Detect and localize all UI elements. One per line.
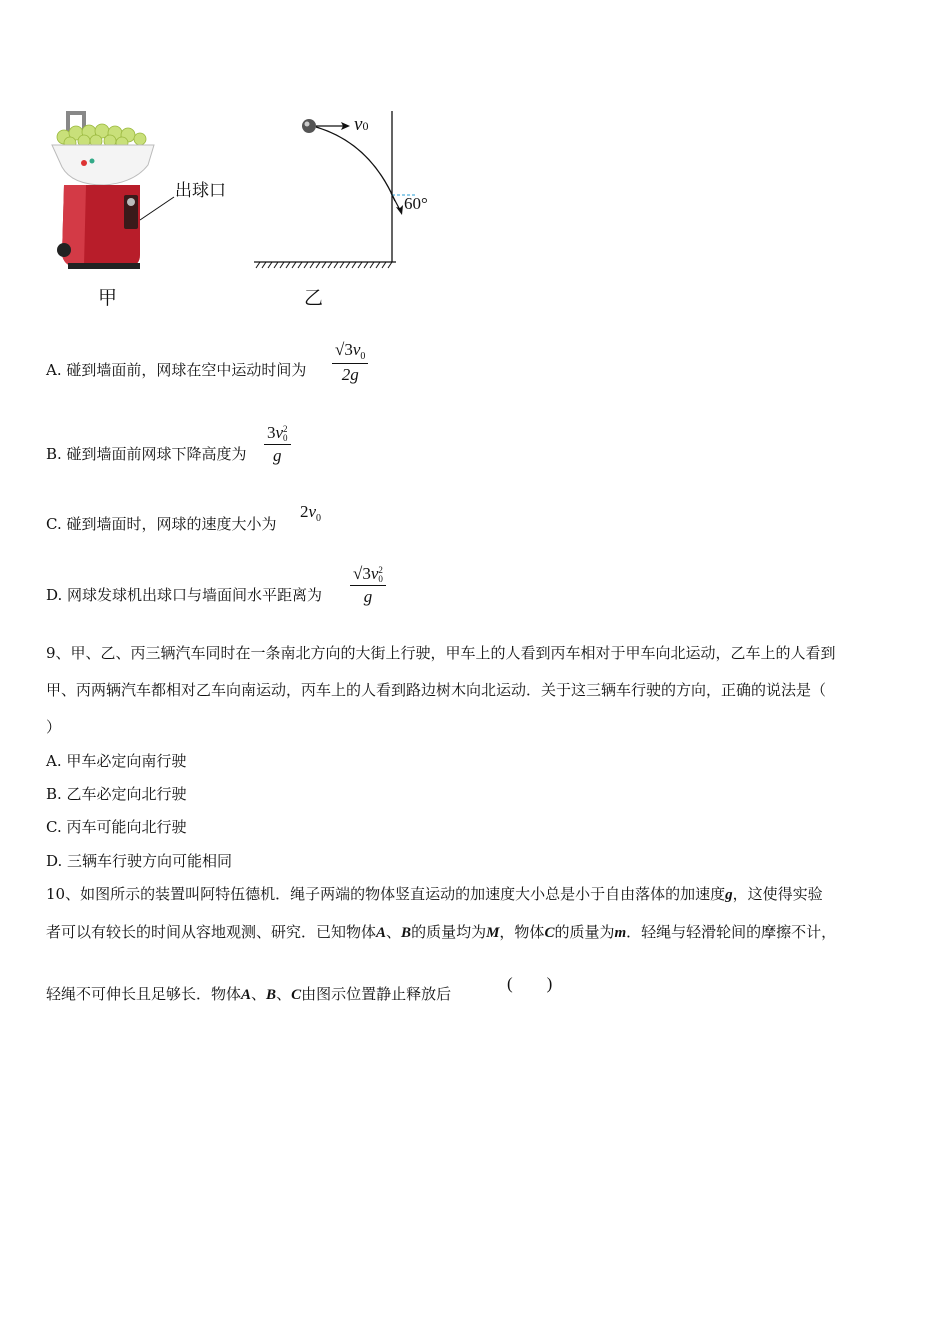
trajectory-diagram [250,105,450,280]
q9-option-c: C. 丙车可能向北行驶 [46,818,187,836]
angle-label: 60° [404,194,428,213]
q10-stem-line1: 10、如图所示的装置叫阿特伍德机．绳子两端的物体竖直运动的加速度大小总是小于自由落体的加速度g，这使得实验 [46,885,823,903]
outlet-label: 出球口 [175,181,226,201]
q9-option-a: A. 甲车必定向南行驶 [46,752,187,770]
q8-option-d-fraction: √3v 2 0 g [350,564,386,606]
q8-option-c-text: C. 碰到墙面时，网球的速度大小为 [46,515,277,533]
q8-option-d-text: D. 网球发球机出球口与墙面间水平距离为 [46,586,323,604]
figure-caption-left: 甲 [98,287,118,309]
q9-stem-line1: 9、甲、乙、丙三辆汽车同时在一条南北方向的大街上行驶，甲车上的人看到丙车相对于甲车向北运动，乙车上的人看到 [46,644,836,662]
q8-option-b-text: B. 碰到墙面前网球下降高度为 [46,445,247,463]
q10-stem-line2: 者可以有较长的时间从容地观测、研究．已知物体A、B的质量均为M，物体C的质量为m．轻绳与轻滑轮间的摩擦不计， [46,923,837,941]
q9-option-d: D. 三辆车行驶方向可能相同 [46,852,233,870]
q10-stem-line3: 轻绳不可伸长且足够长．物体A、B、C由图示位置静止释放后 [46,985,452,1003]
figure-caption-right: 乙 [304,287,324,309]
q10-answer-blank: ( ) [507,974,553,993]
q8-option-c-expression: $2v_0$ [300,502,322,524]
q8-option-a-fraction: $\frac{√3v_0}{2g}$ [332,340,368,384]
q9-option-b: B. 乙车必定向北行驶 [46,785,187,803]
q8-option-a-text: A. 碰到墙面前，网球在空中运动时间为 [46,361,307,379]
q8-option-b-fraction: 3v 2 0 g [264,423,291,465]
q9-stem-line2: 甲、丙两辆汽车都相对乙车向南运动，丙车上的人看到路边树木向北运动．关于这三辆车行驶的方向，正确的说法是（ [46,681,827,699]
velocity-label: v0 [354,114,369,135]
q9-stem-line3: ） [46,718,62,736]
